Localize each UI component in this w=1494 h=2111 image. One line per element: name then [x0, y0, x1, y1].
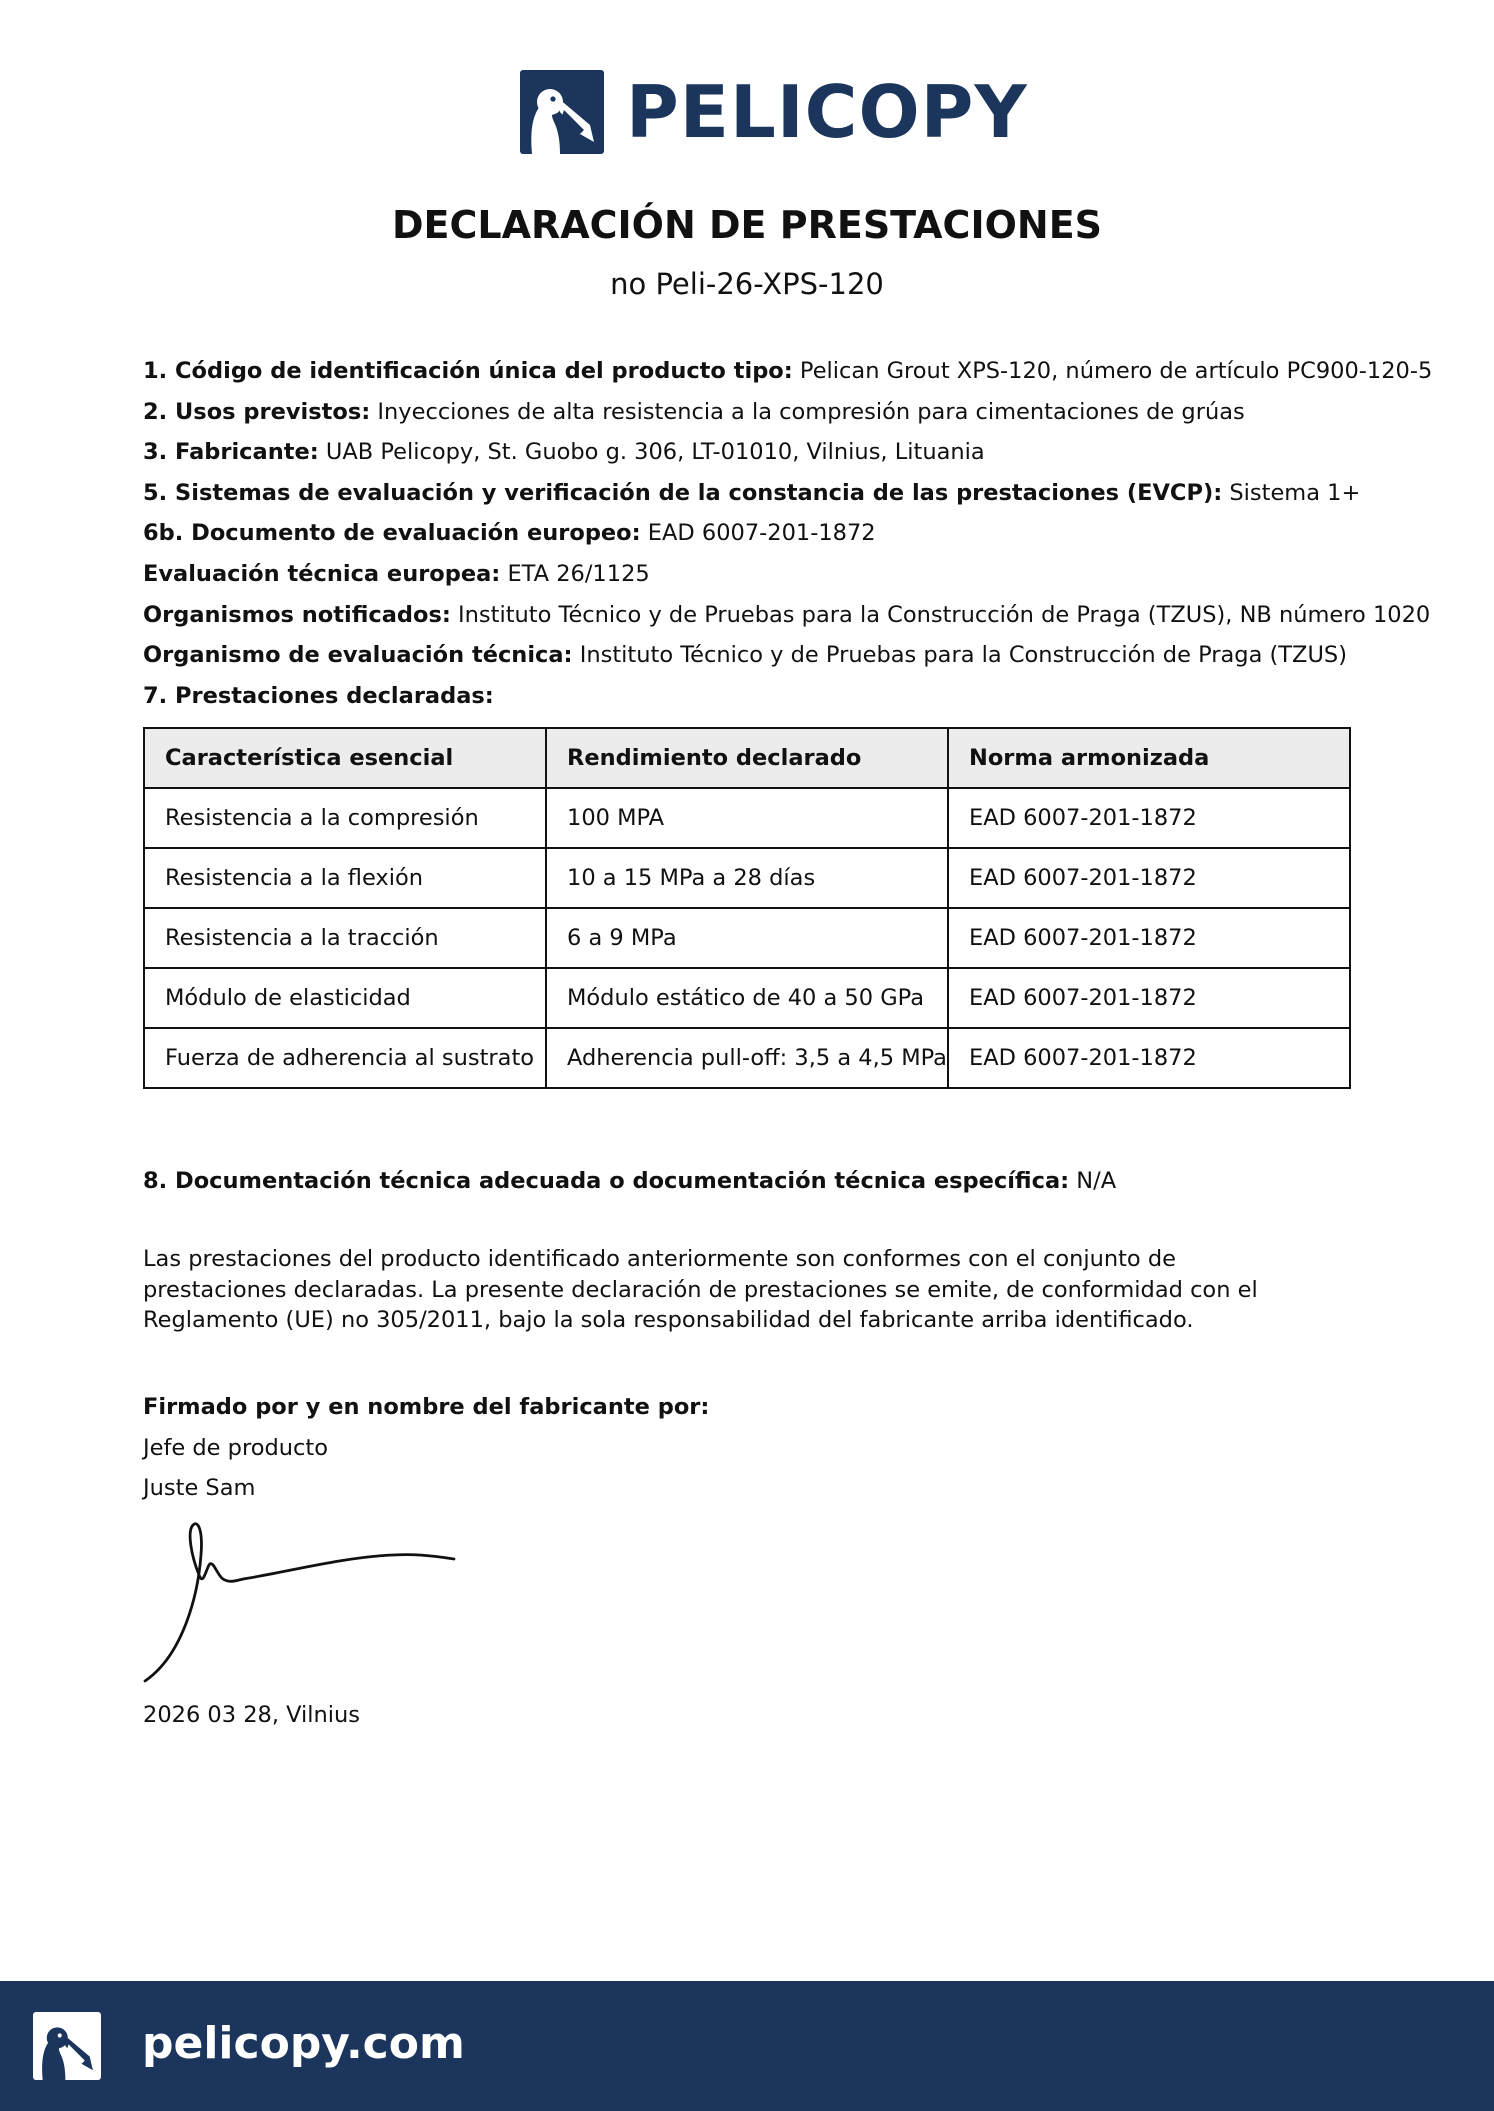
field-label: Evaluación técnica europea: [143, 560, 501, 587]
field-ead [143, 513, 1393, 554]
footer-website-link[interactable]: pelicopy.com [142, 2018, 465, 2069]
field-manufacturer [143, 432, 1393, 473]
field-label: Organismos notificados: [143, 601, 451, 628]
field-value: UAB Pelicopy, St. Guobo g. 306, LT-01010, Vilnius, Lituania [325, 439, 985, 466]
table-cell: Resistencia a la flexión [144, 848, 546, 908]
field-label: Organismo de evaluación técnica: [143, 642, 573, 669]
pelicopy-logo [520, 70, 1028, 154]
table-cell: Módulo de elasticidad [144, 968, 546, 1028]
conformity-statement: Las prestaciones del producto identificado anteriormente son conformes con el conjunto de prestaciones declaradas. La presente declaración de prestaciones se emite, de conformidad con el Reglamento (UE) no 305/2011, bajo la sola responsabilidad del fabricante arriba identificado. [143, 1246, 1258, 1333]
table-cell: EAD 6007-201-1872 [948, 788, 1350, 848]
signed-by-label: Firmado por y en nombre del fabricante por: [143, 1394, 710, 1420]
table-cell: 100 MPA [546, 788, 948, 848]
table-cell: EAD 6007-201-1872 [948, 908, 1350, 968]
pelican-logo-icon [33, 2012, 101, 2080]
field-label: 5. Sistemas de evaluación y verificación de la constancia de las prestaciones (EVCP): [143, 479, 1223, 506]
pelican-logo-icon [520, 70, 604, 154]
field-value: Sistema 1+ [1229, 479, 1361, 506]
field-label: 1. Código de identificación única del producto tipo: [143, 358, 793, 384]
field-value: Pelican Grout XPS-120, número de artículo PC900-120-5 [799, 358, 1433, 384]
column-header: Característica esencial [144, 728, 546, 788]
column-header: Rendimiento declarado [546, 728, 948, 788]
field-label: 7. Prestaciones declaradas: [143, 682, 494, 709]
table-row [144, 968, 1350, 1028]
field-declared-performance [143, 676, 1393, 717]
table-cell: Resistencia a la tracción [144, 908, 546, 968]
table-cell: EAD 6007-201-1872 [948, 1028, 1350, 1088]
handwritten-signature [143, 1515, 463, 1685]
document-title: DECLARACIÓN DE PRESTACIONES [391, 203, 1103, 247]
table-cell: Adherencia pull-off: 3,5 a 4,5 MPa [546, 1028, 948, 1088]
field-intended-use [143, 392, 1393, 433]
column-header: Norma armonizada [948, 728, 1350, 788]
field-eta [143, 554, 1393, 595]
signature-block [143, 1387, 709, 1509]
field-value: EAD 6007-201-1872 [647, 520, 876, 547]
table-cell: EAD 6007-201-1872 [948, 968, 1350, 1028]
field-value: N/A [1076, 1168, 1117, 1194]
table-cell: Resistencia a la compresión [144, 788, 546, 848]
field-label: 8. Documentación técnica adecuada o documentación técnica específica: [143, 1168, 1070, 1194]
table-cell: Módulo estático de 40 a 50 GPa [546, 968, 948, 1028]
field-technical-assessment-body [143, 635, 1393, 676]
table-row [144, 1028, 1350, 1088]
performance-table [143, 727, 1351, 1089]
table-cell: Fuerza de adherencia al sustrato [144, 1028, 546, 1088]
signer-role: Jefe de producto [143, 1434, 328, 1461]
field-value: Instituto Técnico y de Pruebas para la Construcción de Praga (TZUS) [579, 642, 1347, 669]
table-cell: 6 a 9 MPa [546, 908, 948, 968]
logo-wordmark: PELICOPY [626, 70, 1028, 154]
field-label: 2. Usos previstos: [143, 398, 371, 425]
table-cell: 10 a 15 MPa a 28 días [546, 848, 948, 908]
field-value: ETA 26/1125 [507, 560, 650, 587]
field-label: 6b. Documento de evaluación europeo: [143, 520, 641, 547]
table-row [144, 848, 1350, 908]
field-value: Inyecciones de alta resistencia a la compresión para cimentaciones de grúas [377, 398, 1245, 425]
footer-bar [0, 1981, 1494, 2111]
field-notified-bodies [143, 595, 1431, 636]
declaration-fields [143, 351, 1433, 716]
document-number: no Peli-26-XPS-120 [610, 267, 884, 301]
field-product-code [143, 351, 1433, 392]
signature-date-place: 2026 03 28, Vilnius [143, 1702, 361, 1728]
table-row [144, 908, 1350, 968]
field-value: Instituto Técnico y de Pruebas para la Construcción de Praga (TZUS), NB número 1020 [458, 601, 1431, 628]
table-header-row [144, 728, 1350, 788]
field-label: 3. Fabricante: [143, 439, 319, 466]
field-avcp-system [143, 473, 1393, 514]
signer-name: Juste Sam [143, 1475, 256, 1502]
table-row [144, 788, 1350, 848]
section-technical-documentation [143, 1163, 1116, 1199]
table-cell: EAD 6007-201-1872 [948, 848, 1350, 908]
